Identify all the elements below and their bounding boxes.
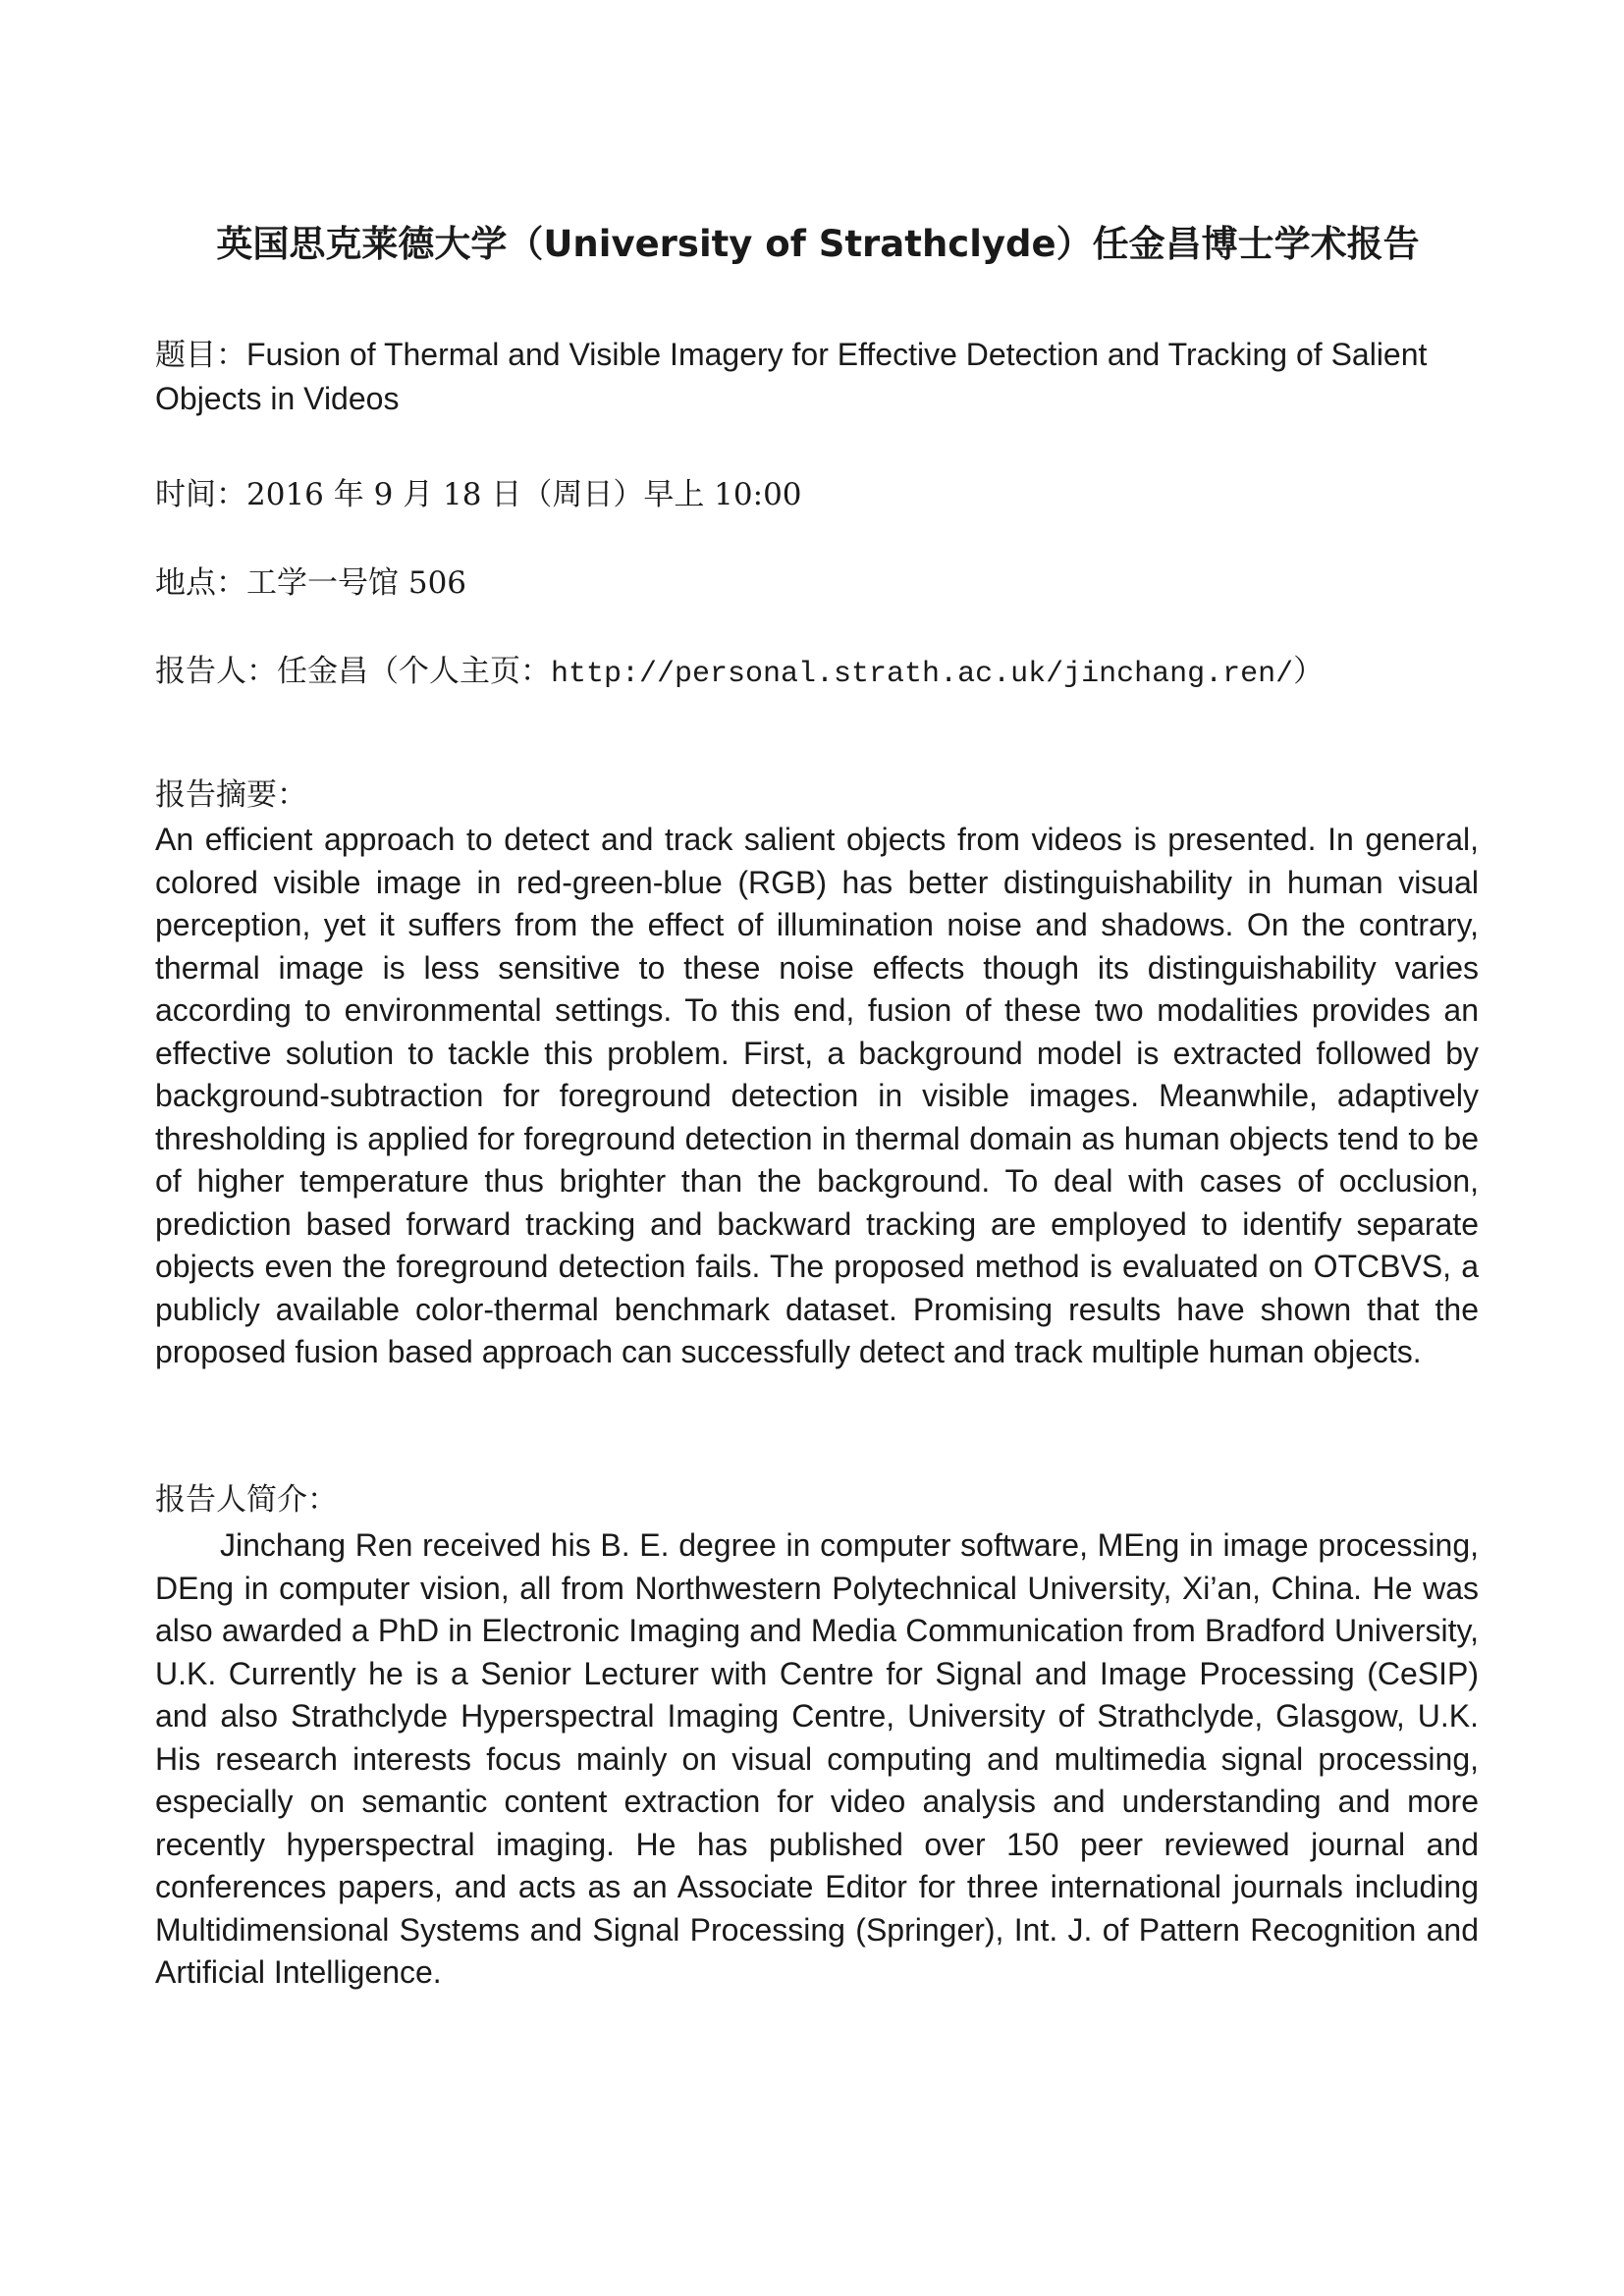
topic-line-1	[155, 330, 1427, 374]
topic-title-part-1: Fusion of Thermal and Visible Imagery for Effective Detection and Tracking of Salient	[246, 337, 1428, 372]
speaker-line	[155, 646, 1324, 691]
abstract-heading: 报告摘要：	[155, 777, 307, 813]
topic-label: 题目：	[155, 338, 246, 373]
speaker-prefix: 报告人：任金昌（个人主页：	[155, 654, 551, 689]
speaker-suffix: ）	[1293, 654, 1325, 689]
page-title: 英国思克莱德大学（University of Strathclyde）任金昌博士学术报告	[216, 223, 1420, 265]
topic-title-part-2: Objects in Videos	[155, 381, 400, 416]
bio-text: Jinchang Ren received his B. E. degree in computer software, MEng in image processing, DEng in computer vision, all from Northwestern Polytechnical University, Xi’an, China. He was also awarded a PhD in Electronic Imaging and Media Communication from Bradford University, U.K. Currently he is a Senior Lecturer with Centre for Signal and Image Processing (CeSIP) and also Strathclyde Hyperspectral Imaging Centre, University of Strathclyde, Glasgow, U.K. His research interests focus mainly on visual computing and multimedia signal processing, especially on semantic content extraction for video analysis and understanding and more recently hyperspectral imaging. He has published over 150 peer reviewed journal and conferences papers, and acts as an Associate Editor for three international journals including Multidimensional Systems and Signal Processing (Springer), Int. J. of Pattern Recognition and Artificial Intelligence.	[155, 1527, 1479, 1990]
bio-heading: 报告人简介：	[155, 1482, 338, 1518]
speaker-homepage-link[interactable]: http://personal.strath.ac.uk/jinchang.ren/	[551, 658, 1294, 691]
time-line: 时间：2016 年 9 月 18 日（周日）早上 10:00	[155, 477, 802, 512]
place-line: 地点：工学一号馆 506	[155, 565, 467, 601]
abstract-text: An efficient approach to detect and track salient objects from videos is presented. In general, colored visible image in red-green-blue (RGB) has better distinguishability in human visual perception, yet it suffers from the effect of illumination noise and shadows. On the contrary, thermal image is less sensitive to these noise effects though its distinguishability varies according to environmental settings. To this end, fusion of these two modalities provides an effective solution to tackle this problem. First, a background model is extracted followed by background-subtraction for foreground detection in visible images. Meanwhile, adaptively thresholding is applied for foreground detection in thermal domain as human objects tend to be of higher temperature thus brighter than the background. To deal with cases of occlusion, prediction based forward tracking and backward tracking are employed to identify separate objects even the foreground detection fails. The proposed method is evaluated on OTCBVS, a publicly available color-thermal benchmark dataset. Promising results have shown that the proposed fusion based approach can successfully detect and track multiple human objects.	[155, 822, 1479, 1369]
